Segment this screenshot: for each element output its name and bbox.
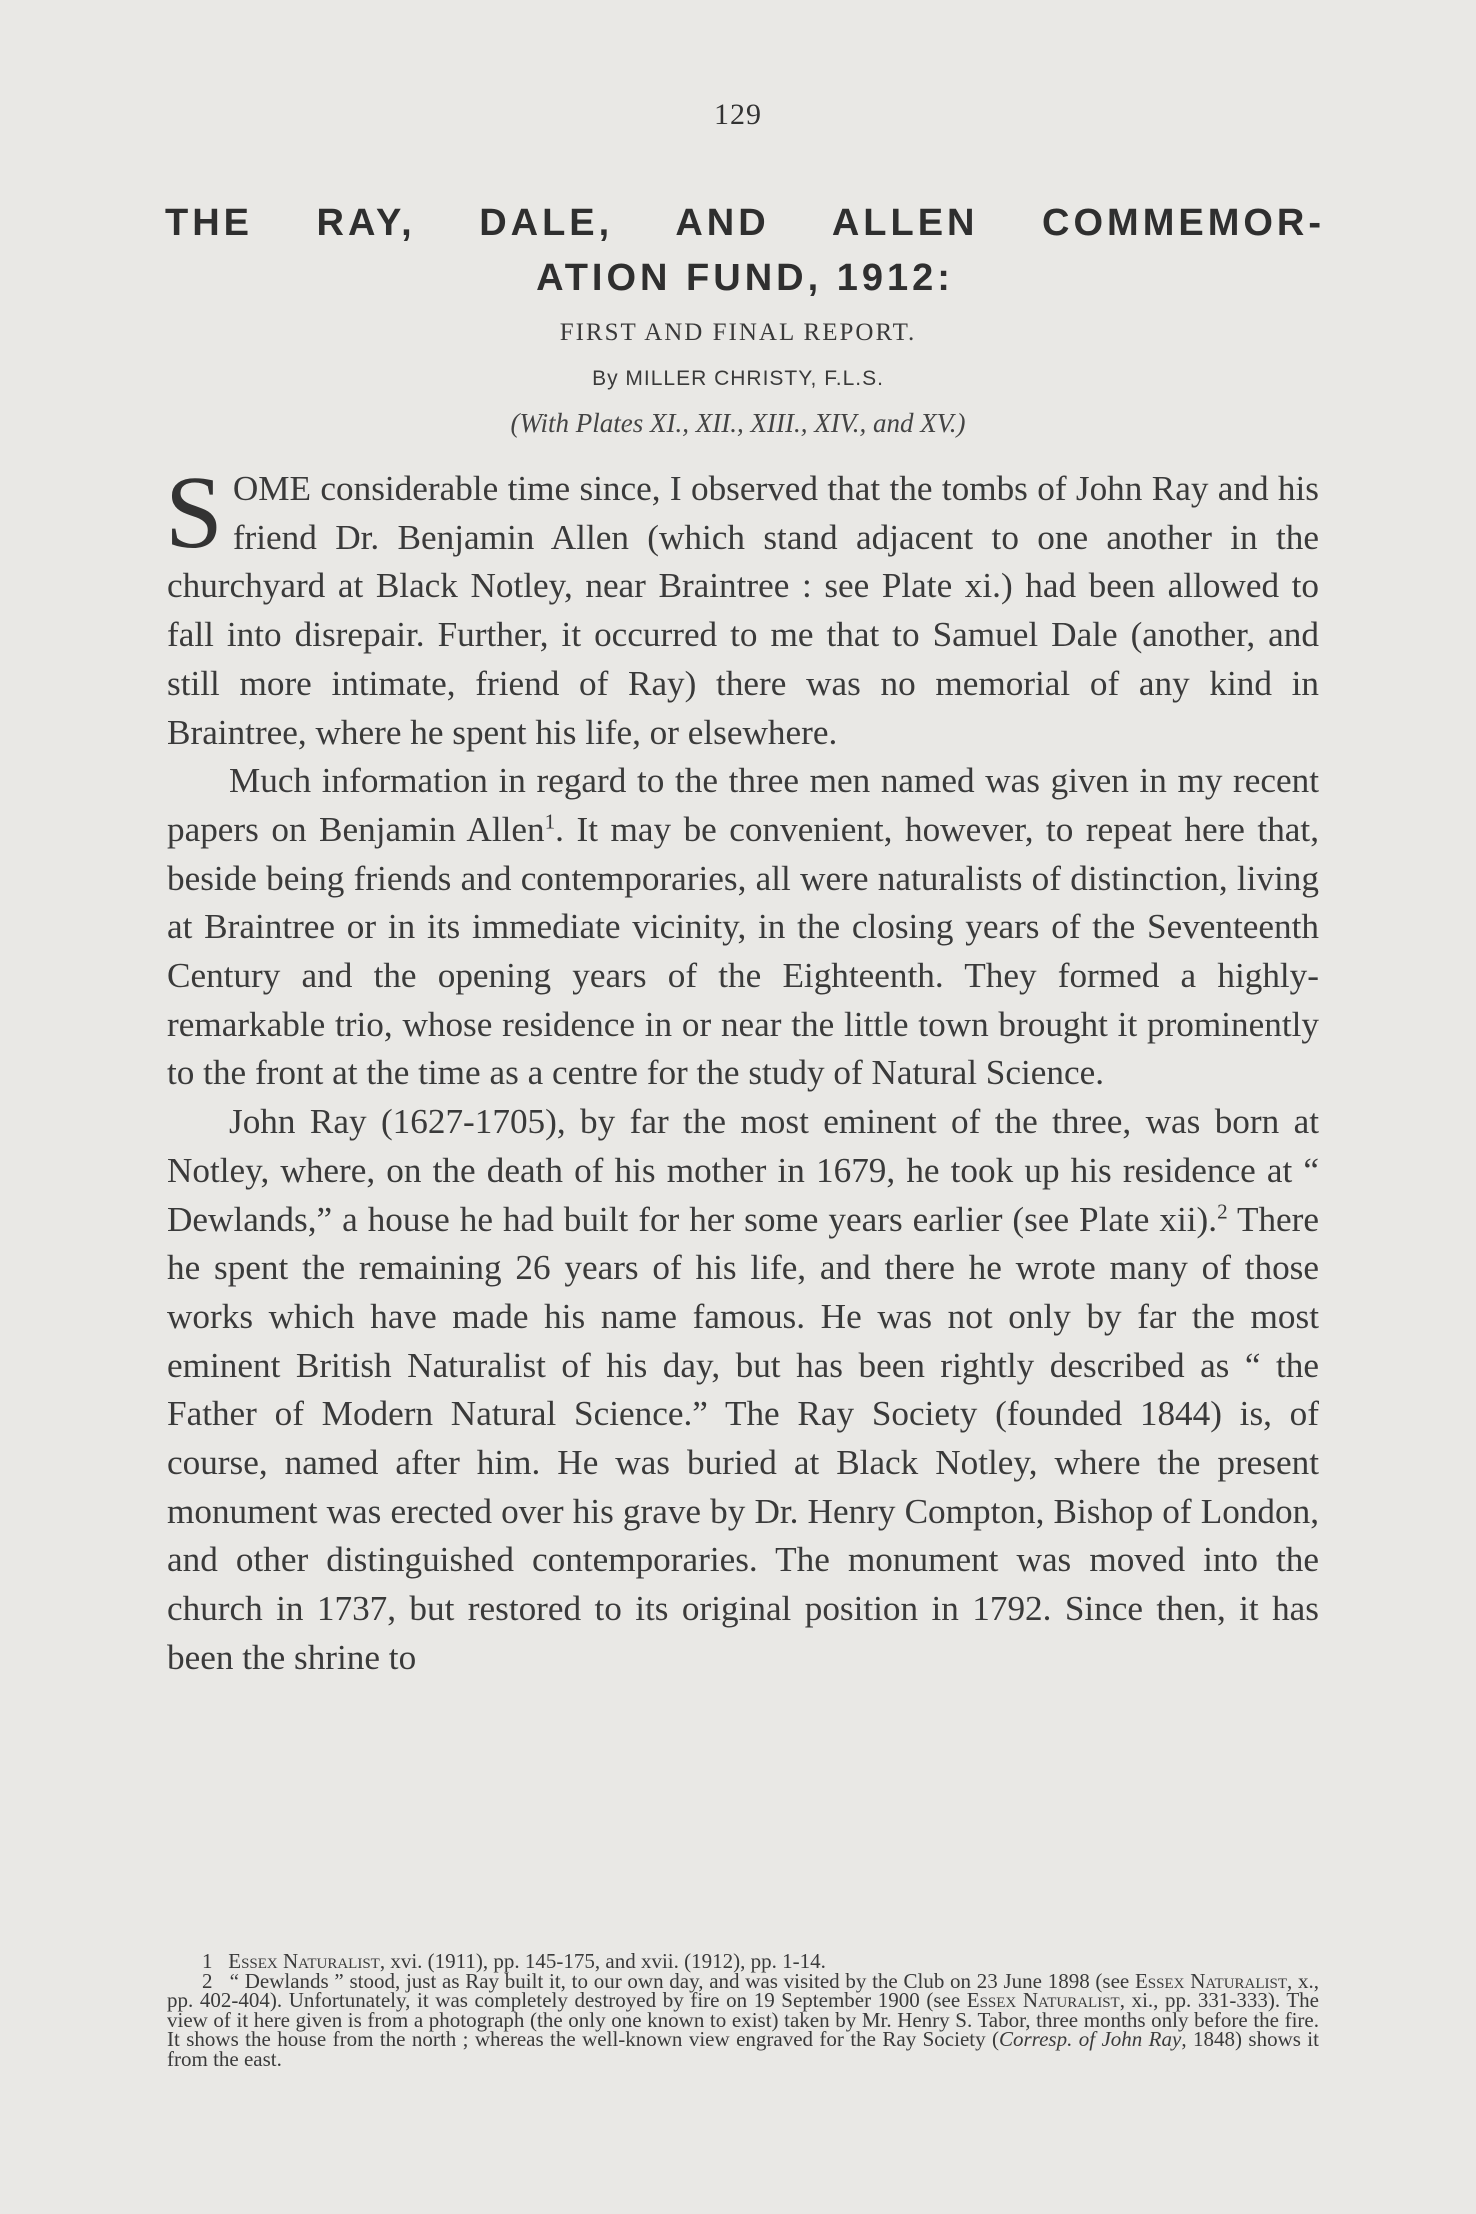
paragraph-2 [167, 757, 1319, 1098]
title-line-1: THE RAY, DALE, AND ALLEN COMMEMOR- [165, 202, 1325, 244]
paragraph-2-text-b: . It may be convenient, however, to repeat here that, beside being friends and contemporaries, all were naturalists of distinction, living at Braintree or in its immediate vicinity, in the closing years of the Seventeenth Century and the opening years of the Eighteenth. They formed a highly-remarkable trio, whose residence in or near the little town brought it prominently to the front at the time as a centre for the study of Natural Science. [167, 809, 1319, 1093]
footnote-1-text: , xvi. (1911), pp. 145-175, and xvii. (1912), pp. 1-14. [379, 1949, 826, 1973]
article-body [165, 455, 1320, 1683]
footnote-2 [167, 1968, 1320, 2071]
footnote-2-text-a: “ Dewlands ” stood, just as Ray built it, to our own day, and was visited by the Club on 23 June 1898 (see [229, 1968, 1135, 1993]
title-line-2: ATION FUND, 1912: [536, 257, 954, 299]
footnote-2-text-b: , x., pp. 402-404). Unfortunately, it was completely destroyed by fire on 19 September 1900 (see [167, 1968, 1320, 2013]
report-subtitle: FIRST AND FINAL REPORT. [559, 319, 917, 346]
footnotes [167, 1949, 1320, 2071]
footnote-2-text-c: , xi., pp. 331-333). The view of it here given is from a photograph (the only one known to exist) taken by Mr. Henry S. Tabor, three months only before the fire. It shows the house from the north ; whereas the well-known view engraved for the Ray Society ( [167, 1988, 1319, 2052]
footnote-1-journal: Essex Naturalist [228, 1949, 380, 1973]
footnote-2-journal-a: Essex Naturalist [1134, 1968, 1288, 1993]
author-byline: By MILLER CHRISTY, F.L.S. [592, 367, 884, 390]
footnote-2-journal-b: Essex Naturalist [966, 1988, 1120, 2013]
paragraph-3-text-b: There he spent the remaining 26 years of his life, and there he wrote many of those works which have made his name famous. He was not only by far the most eminent British Naturalist of his day, but has been rightly described as “ the Father of Modern Natural Science.” The Ray Society (founded 1844) is, of course, named after him. He was buried at Black Notley, where the present monument was erected over his grave by Dr. Henry Compton, Bishop of London, and other distinguished contemporaries. The monument was moved into the church in 1737, but restored to its original position in 1792. Since then, it has been the shrine to [167, 1199, 1320, 1677]
footnote-ref-1: 1 [544, 809, 556, 834]
paragraph-3 [167, 1098, 1319, 1682]
footnote-2-text-d: , 1848) shows it from the east. [167, 2027, 1319, 2071]
paragraph-1 [165, 455, 1319, 757]
footnote-2-marker: 2 [202, 1968, 213, 1993]
drop-cap: S [165, 455, 223, 570]
article-title [165, 196, 1325, 306]
paragraph-1-text: OME considerable time since, I observed that the tombs of John Ray and his friend Dr. Benjamin Allen (which stand adjacent to one another in the churchyard at Black Notley, near Braintree : see Plate xi.) had been allowed to fall into disrepair. Further, it occurred to me that to Samuel Dale (another, and still more intimate, friend of Ray) there was no memorial of any kind in Braintree, where he spent his life, or elsewhere. [167, 469, 1319, 752]
footnote-2-italic-title: Corresp. of John Ray [999, 2027, 1182, 2052]
footnote-1-marker: 1 [202, 1949, 213, 1973]
plates-note: (With Plates XI., XII., XIII., XIV., and XV.) [510, 408, 966, 438]
footnote-ref-2: 2 [1217, 1198, 1228, 1223]
page-number: 129 [714, 98, 762, 131]
paragraph-3-text-a: John Ray (1627-1705), by far the most eminent of the three, was born at Notley, where, on the death of his mother in 1679, he took up his residence at “ Dewlands,” a house he had built for her some years earlier (see Plate xii). [167, 1102, 1319, 1239]
paragraph-2-text-a: Much information in regard to the three men named was given in my recent papers on Benjamin Allen [167, 761, 1319, 849]
